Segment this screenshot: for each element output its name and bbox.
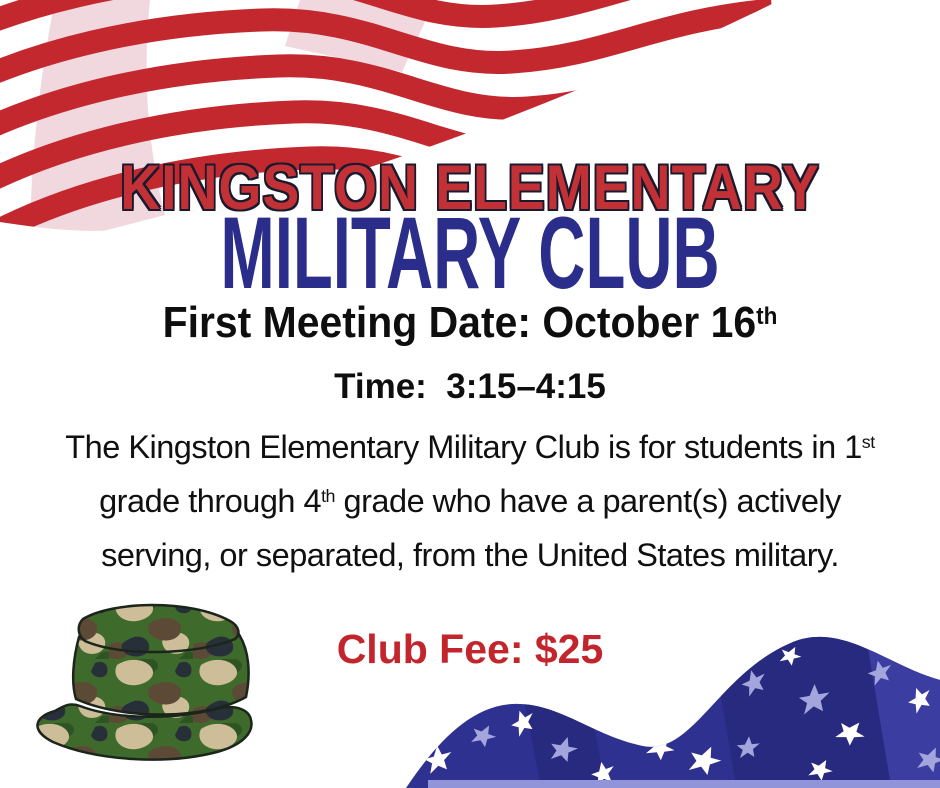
- description-ordinal1: st: [861, 432, 875, 453]
- school-name-heading: KINGSTON ELEMENTARY: [120, 153, 820, 223]
- camo-cap-icon: [25, 595, 265, 775]
- description-part1: The Kingston Elementary Military Club is for students in 1: [65, 429, 862, 465]
- description-part2: grade through 4: [99, 483, 322, 519]
- meeting-date-text: First Meeting Date: October 16: [162, 298, 757, 347]
- meeting-date-line: [33, 298, 907, 347]
- time-line: Time: 3:15–4:15: [334, 367, 606, 406]
- description-part3: grade who have a parent(s) actively serving, or separated, from the United States military.: [101, 483, 841, 573]
- club-fee-line: Club Fee: $25: [336, 626, 604, 672]
- description-paragraph: [60, 423, 880, 580]
- description-ordinal2: th: [321, 486, 335, 507]
- meeting-date-ordinal: th: [756, 302, 778, 330]
- club-name-heading: MILITARY CLUB: [220, 196, 720, 310]
